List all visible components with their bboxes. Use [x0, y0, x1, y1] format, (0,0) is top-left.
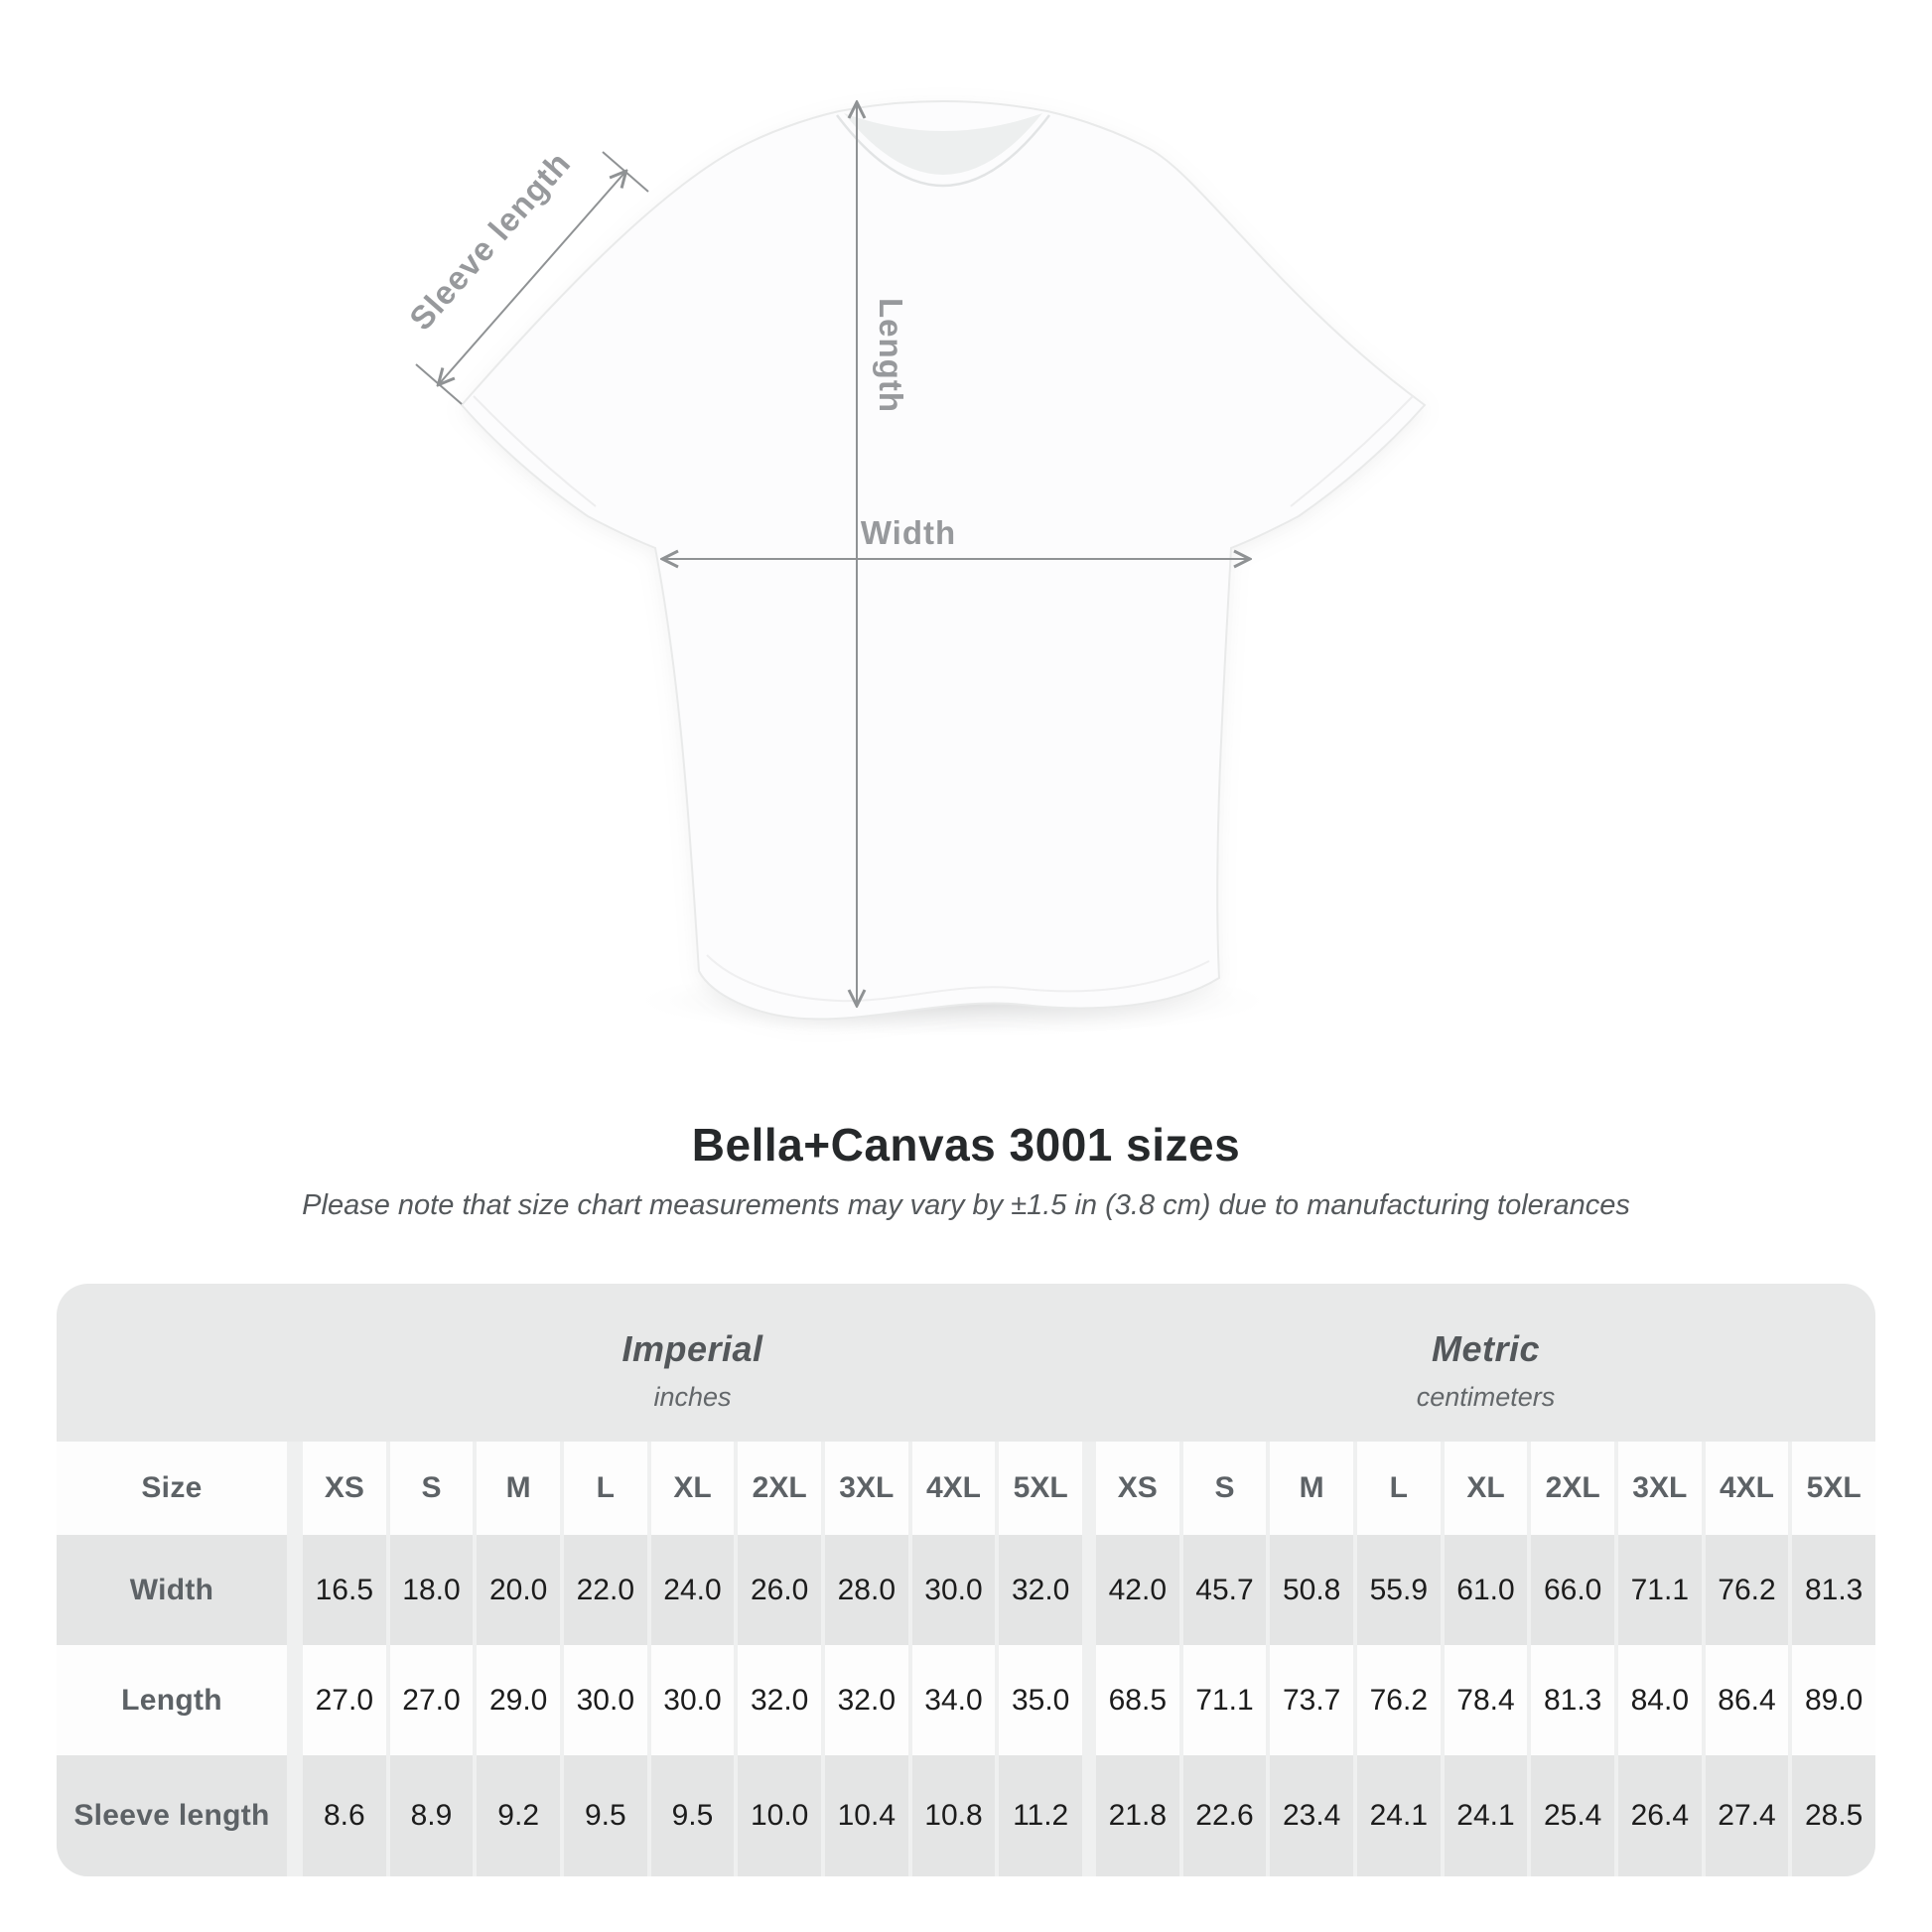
table-cell: 24.1 — [1445, 1755, 1528, 1876]
width-label: Width — [860, 514, 957, 551]
table-cell: 30.0 — [651, 1645, 735, 1755]
table-cell: 21.8 — [1096, 1755, 1179, 1876]
table-cell: 18.0 — [390, 1535, 474, 1645]
size-col-header: XL — [1445, 1442, 1528, 1535]
table-cell: 78.4 — [1445, 1645, 1528, 1755]
table-cell: 66.0 — [1531, 1535, 1614, 1645]
table-cell: 22.6 — [1183, 1755, 1267, 1876]
table-cell: 81.3 — [1792, 1535, 1875, 1645]
table-cell: 32.0 — [999, 1535, 1082, 1645]
table-cell: 11.2 — [999, 1755, 1082, 1876]
metric-header: Metric — [1431, 1328, 1541, 1369]
table-cell: 10.0 — [738, 1755, 821, 1876]
size-col-header: S — [390, 1442, 474, 1535]
table-row-width — [57, 1535, 1875, 1645]
size-col-header: L — [1357, 1442, 1441, 1535]
size-col-header: 3XL — [1618, 1442, 1702, 1535]
table-cell: 16.5 — [303, 1535, 386, 1645]
imperial-unit: inches — [653, 1382, 732, 1412]
table-cell: 34.0 — [912, 1645, 996, 1755]
size-col-header: XS — [1096, 1442, 1179, 1535]
table-cell: 73.7 — [1270, 1645, 1353, 1755]
sleeve-length-label: Sleeve length — [401, 144, 578, 338]
size-col-header: XS — [303, 1442, 386, 1535]
size-header-row — [57, 1442, 1875, 1535]
table-cell: 32.0 — [825, 1645, 908, 1755]
table-cell: 50.8 — [1270, 1535, 1353, 1645]
table-cell: 89.0 — [1792, 1645, 1875, 1755]
size-col-header: 2XL — [738, 1442, 821, 1535]
table-cell: 27.0 — [303, 1645, 386, 1755]
table-cell: 76.2 — [1706, 1535, 1789, 1645]
table-row-sleeve-length — [57, 1755, 1875, 1876]
table-cell: 24.1 — [1357, 1755, 1441, 1876]
table-cell: 55.9 — [1357, 1535, 1441, 1645]
table-cell: 8.9 — [390, 1755, 474, 1876]
table-cell: 9.5 — [564, 1755, 647, 1876]
page-subtitle: Please note that size chart measurements may vary by ±1.5 in (3.8 cm) due to manufacturing tolerances — [302, 1189, 1630, 1221]
size-col-header: M — [1270, 1442, 1353, 1535]
table-cell: 76.2 — [1357, 1645, 1441, 1755]
length-label: Length — [873, 298, 909, 413]
table-cell: 26.4 — [1618, 1755, 1702, 1876]
table-cell: 30.0 — [564, 1645, 647, 1755]
table-cell: 71.1 — [1618, 1535, 1702, 1645]
size-col-header: XL — [651, 1442, 735, 1535]
table-cell: 81.3 — [1531, 1645, 1614, 1755]
imperial-header: Imperial — [621, 1328, 763, 1369]
table-cell: 86.4 — [1706, 1645, 1789, 1755]
size-chart-table — [57, 1284, 1875, 1876]
size-row-label: Size — [57, 1442, 287, 1535]
metric-header-group — [1096, 1284, 1875, 1442]
unit-header-row — [57, 1284, 1875, 1442]
table-cell: 32.0 — [738, 1645, 821, 1755]
table-cell: 27.4 — [1706, 1755, 1789, 1876]
table-cell: 27.0 — [390, 1645, 474, 1755]
table-cell: 25.4 — [1531, 1755, 1614, 1876]
imperial-header-group — [303, 1284, 1082, 1442]
metric-unit: centimeters — [1416, 1382, 1556, 1412]
size-col-header: 3XL — [825, 1442, 908, 1535]
row-label: Sleeve length — [57, 1755, 287, 1876]
table-cell: 68.5 — [1096, 1645, 1179, 1755]
size-col-header: S — [1183, 1442, 1267, 1535]
size-col-header: 4XL — [1706, 1442, 1789, 1535]
table-cell: 28.0 — [825, 1535, 908, 1645]
table-cell: 71.1 — [1183, 1645, 1267, 1755]
size-col-header: 4XL — [912, 1442, 996, 1535]
table-cell: 23.4 — [1270, 1755, 1353, 1876]
table-cell: 10.8 — [912, 1755, 996, 1876]
table-cell: 22.0 — [564, 1535, 647, 1645]
table-cell: 9.2 — [477, 1755, 560, 1876]
tshirt-illustration — [462, 101, 1425, 1019]
row-label: Length — [57, 1645, 287, 1755]
table-cell: 42.0 — [1096, 1535, 1179, 1645]
size-col-header: 2XL — [1531, 1442, 1614, 1535]
table-cell: 28.5 — [1792, 1755, 1875, 1876]
table-cell: 35.0 — [999, 1645, 1082, 1755]
size-col-header: L — [564, 1442, 647, 1535]
table-cell: 10.4 — [825, 1755, 908, 1876]
table-cell: 20.0 — [477, 1535, 560, 1645]
size-col-header: 5XL — [999, 1442, 1082, 1535]
table-cell: 45.7 — [1183, 1535, 1267, 1645]
table-cell: 9.5 — [651, 1755, 735, 1876]
table-cell: 8.6 — [303, 1755, 386, 1876]
table-cell: 84.0 — [1618, 1645, 1702, 1755]
table-row-length — [57, 1645, 1875, 1755]
table-cell: 29.0 — [477, 1645, 560, 1755]
size-col-header: 5XL — [1792, 1442, 1875, 1535]
size-col-header: M — [477, 1442, 560, 1535]
table-cell: 24.0 — [651, 1535, 735, 1645]
row-label: Width — [57, 1535, 287, 1645]
table-cell: 26.0 — [738, 1535, 821, 1645]
table-cell: 61.0 — [1445, 1535, 1528, 1645]
table-cell: 30.0 — [912, 1535, 996, 1645]
page-title: Bella+Canvas 3001 sizes — [691, 1119, 1241, 1171]
